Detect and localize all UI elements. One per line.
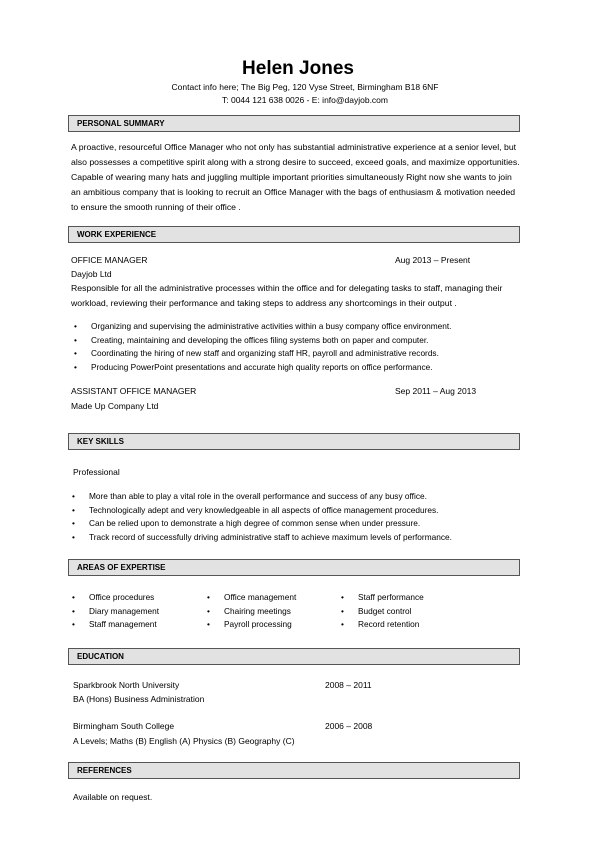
- contact-address: Contact info here; The Big Peg, 120 Vyse Street, Birmingham B18 6NF: [171, 82, 439, 92]
- job-dates: Sep 2011 – Aug 2013: [395, 386, 477, 396]
- section-personal-summary: PERSONAL SUMMARY: [68, 115, 520, 132]
- expertise-column-3: [338, 591, 424, 632]
- list-item: • Technologically adept and very knowledgeable in all aspects of office management procedures.: [69, 504, 452, 518]
- education-dates: 2006 – 2008: [325, 721, 373, 731]
- candidate-name: Helen Jones: [242, 58, 354, 79]
- list-item: • Organizing and supervising the administrative activities within a busy company office environment.: [71, 320, 451, 334]
- list-item: • Staff performance: [338, 591, 424, 605]
- section-references: REFERENCES: [68, 762, 520, 779]
- education-qualification: BA (Hons) Business Administration: [73, 694, 205, 704]
- list-item: • Track record of successfully driving administrative staff to achieve maximum levels of performance.: [69, 531, 452, 545]
- education-dates: 2008 – 2011: [325, 680, 372, 690]
- skills-subheading: Professional: [73, 467, 120, 477]
- list-item: • Producing PowerPoint presentations and accurate high quality reports on office performance.: [71, 361, 451, 375]
- education-school: Sparkbrook North University: [73, 680, 180, 690]
- contact-phone-email: T: 0044 121 638 0026 - E: info@dayjob.com: [222, 95, 388, 105]
- section-work-experience: WORK EXPERIENCE: [68, 226, 520, 243]
- job-description: Responsible for all the administrative processes within the office and for delegating tasks to staff, managing their workload, reviewing their performance and taking steps to address any shortcomings in their output .: [71, 283, 503, 308]
- expertise-column-1: [69, 591, 159, 632]
- list-item: • Creating, maintaining and developing the offices filing systems both on paper and computer.: [71, 334, 451, 348]
- education-qualification: A Levels; Maths (B) English (A) Physics (B) Geography (C): [73, 736, 295, 746]
- list-item: • Payroll processing: [204, 618, 296, 632]
- section-areas-of-expertise: AREAS OF EXPERTISE: [68, 559, 520, 576]
- list-item: • Staff management: [69, 618, 159, 632]
- list-item: • Office procedures: [69, 591, 159, 605]
- list-item: • Coordinating the hiring of new staff and organizing staff HR, payroll and administrative records.: [71, 347, 451, 361]
- list-item: • Office management: [204, 591, 296, 605]
- job-bullets: [71, 320, 451, 374]
- list-item: • Diary management: [69, 605, 159, 619]
- job-company: Dayjob Ltd: [71, 269, 112, 279]
- list-item: • Chairing meetings: [204, 605, 296, 619]
- list-item: • More than able to play a vital role in the overall performance and success of any busy office.: [69, 490, 452, 504]
- job-title: ASSISTANT OFFICE MANAGER: [71, 386, 197, 396]
- expertise-column-2: [204, 591, 296, 632]
- job-title: OFFICE MANAGER: [71, 255, 148, 265]
- list-item: • Budget control: [338, 605, 424, 619]
- summary-text: A proactive, resourceful Office Manager who not only has substantial administrative experience at a senior level, but also possesses a competitive spirit along with a strong desire to succeed, exceed goals, and maximize opportunities. Capable of wearing many hats and juggling multiple important priorities simultaneously Right now she wants to join an ambitious company that is looking to recruit an Office Manager with the bags of enthusiasm & motivation needed to ensure the smooth running of their office .: [71, 142, 520, 212]
- job-dates: Aug 2013 – Present: [395, 255, 471, 265]
- list-item: • Record retention: [338, 618, 424, 632]
- list-item: • Can be relied upon to demonstrate a high degree of common sense when under pressure.: [69, 517, 452, 531]
- skills-bullets: [69, 490, 452, 544]
- references-text: Available on request.: [73, 792, 153, 802]
- education-school: Birmingham South College: [73, 721, 175, 731]
- section-education: EDUCATION: [68, 648, 520, 665]
- job-company: Made Up Company Ltd: [71, 401, 159, 411]
- section-key-skills: KEY SKILLS: [68, 433, 520, 450]
